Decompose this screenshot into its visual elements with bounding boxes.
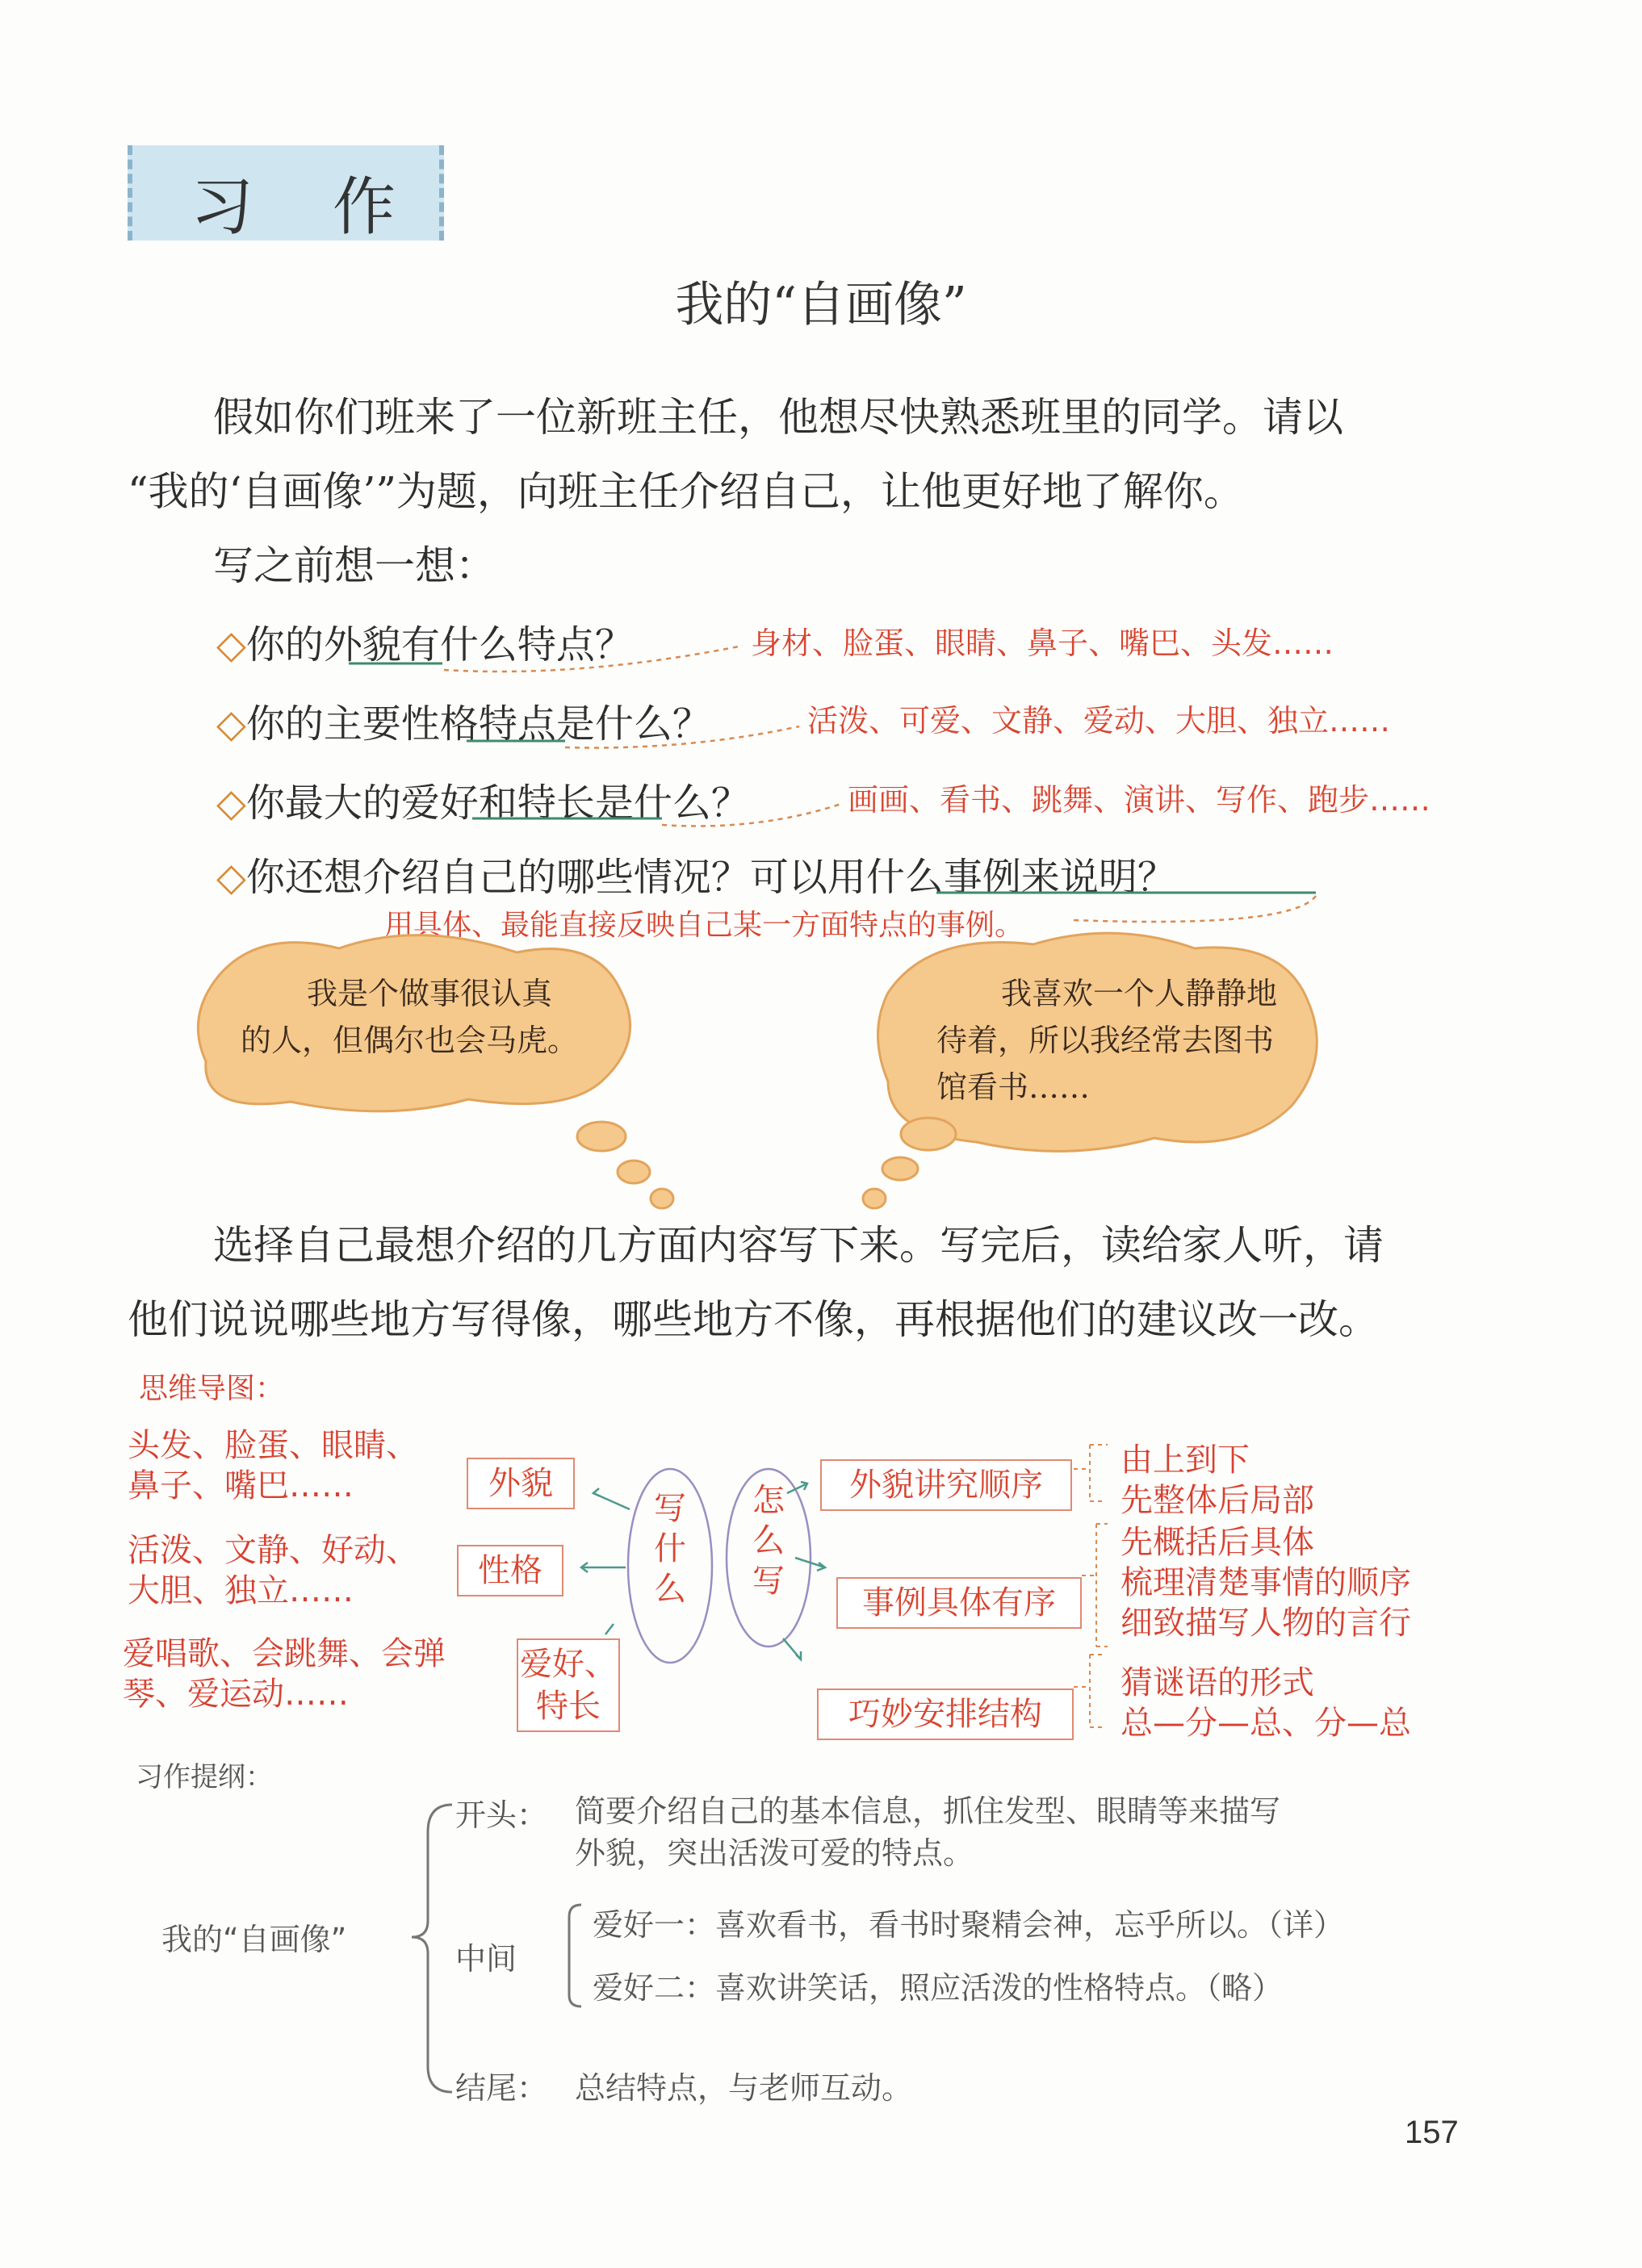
right-bubble-text: 我喜欢一个人静静地 待着，所以我经常去图书 馆看书…… — [936, 976, 1278, 1105]
mindmap-notes-structure: 猜谜语的形式 总—分—总、分—总 — [1120, 1664, 1411, 1742]
intro-line-1: 假如你们班来了一位新班主任，他想尽快熟悉班里的同学。请以 — [213, 394, 1343, 441]
mindmap-box-structure: 巧妙安排结构 — [817, 1688, 1074, 1740]
question-annotations — [0, 0, 1642, 969]
thought-bubbles — [0, 920, 1642, 1227]
page-number: 157 — [1405, 2115, 1459, 2150]
mindmap-box-hobby: 爱好、特长 — [517, 1638, 620, 1732]
question-1: ◇你的外貌有什么特点？ — [216, 622, 634, 667]
mindmap-center-what: 写什么 — [654, 1490, 686, 1608]
mindmap-label: 思维导图： — [139, 1372, 285, 1405]
mindmap-note-personality: 活泼、文静、好动、 大胆、独立…… — [128, 1532, 418, 1609]
left-bubble-text: 我是个做事很认真 的人，但偶尔也会马虎。 — [241, 976, 579, 1058]
think-prompt: 写之前想一想： — [213, 542, 496, 589]
outline-start-label: 开头： — [455, 1797, 548, 1833]
mindmap-center-how: 怎么写 — [752, 1482, 785, 1600]
question-4: ◇你还想介绍自己的哪些情况？可以用什么事例来说明？ — [216, 855, 1176, 900]
outline-middle-1: 爱好一：喜欢看书，看书时聚精会神，忘乎所以。（详） — [593, 1907, 1345, 1943]
outline-middle-label: 中间 — [455, 1941, 517, 1977]
instruction-line-1: 选择自己最想介绍的几方面内容写下来。写完后，读给家人听，请 — [213, 1222, 1384, 1269]
outline-middle-2: 爱好二：喜欢讲笑话，照应活泼的性格特点。（略） — [593, 1970, 1284, 2006]
mindmap-box-personality: 性格 — [457, 1545, 563, 1596]
outline-start-text: 简要介绍自己的基本信息，抓住发型、眼睛等来描写 外貌，突出活泼可爱的特点。 — [575, 1793, 1281, 1871]
mindmap-box-appearance: 外貌 — [467, 1458, 575, 1509]
mindmap-box-examples: 事例具体有序 — [836, 1577, 1082, 1629]
question-2-note: 活泼、可爱、文静、爱动、大胆、独立…… — [807, 703, 1391, 739]
mindmap-note-appearance: 头发、脸蛋、眼睛、 鼻子、嘴巴…… — [128, 1427, 418, 1504]
question-2: ◇你的主要性格特点是什么？ — [216, 701, 711, 747]
outline-end-text: 总结特点，与老师互动。 — [575, 2070, 913, 2106]
question-1-note: 身材、脸蛋、眼睛、鼻子、嘴巴、头发…… — [751, 626, 1334, 661]
mindmap-box-order: 外貌讲究顺序 — [820, 1459, 1072, 1511]
outline-root: 我的“自画像” — [161, 1922, 347, 1957]
mindmap-notes-order: 由上到下 先整体后局部 — [1120, 1442, 1314, 1519]
question-4-note: 用具体、最能直接反映自己某一方面特点的事例。 — [384, 909, 1024, 942]
title-char-1: 习 — [191, 171, 256, 244]
outline-label: 习作提纲： — [136, 1761, 273, 1793]
instruction-line-2: 他们说说哪些地方写得像，哪些地方不像，再根据他们的建议改一改。 — [128, 1296, 1379, 1343]
intro-line-2: “我的‘自画像’”为题，向班主任介绍自己，让他更好地了解你。 — [128, 468, 1244, 515]
question-3-note: 画画、看书、跳舞、演讲、写作、跑步…… — [848, 782, 1431, 818]
mindmap-notes-examples: 先概括后具体 梳理清楚事情的顺序 细致描写人物的言行 — [1120, 1524, 1411, 1642]
title-char-2: 作 — [333, 171, 398, 244]
outline-end-label: 结尾： — [455, 2070, 548, 2106]
lesson-title: 我的“自画像” — [675, 277, 967, 333]
mindmap-note-hobby: 爱唱歌、会跳舞、会弹 琴、爱运动…… — [123, 1635, 446, 1713]
question-3: ◇你最大的爱好和特长是什么？ — [216, 780, 750, 826]
